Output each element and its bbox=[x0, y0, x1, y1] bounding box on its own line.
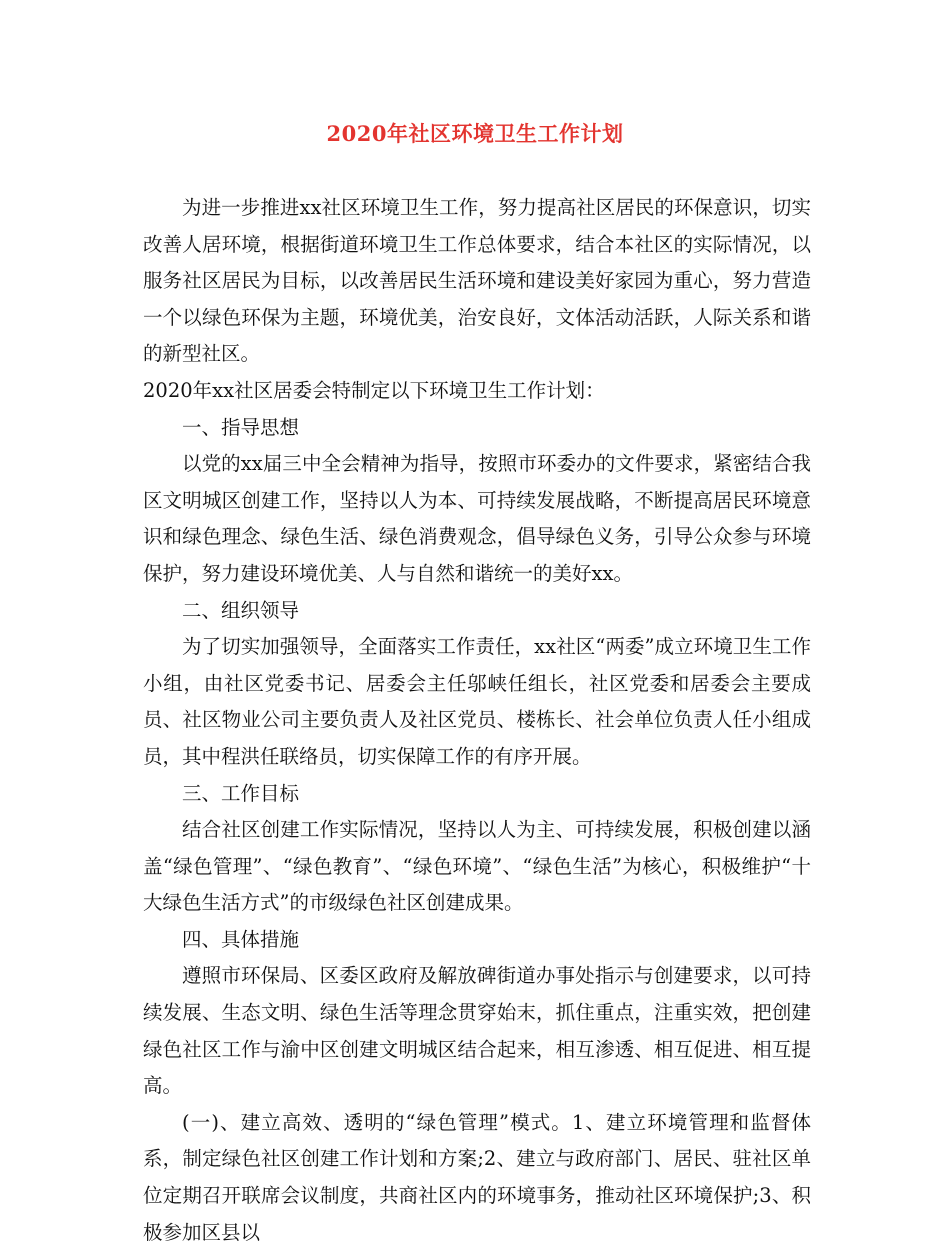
section-heading-guiding-ideology: 一、指导思想 bbox=[182, 415, 300, 439]
intro-plan-line: 2020年xx社区居委会特制定以下环境卫生工作计划： bbox=[143, 378, 605, 402]
green-management-paragraph: (一)、建立高效、透明的“绿色管理”模式。1、建立环境管理和监督体系，制定绿色社区创建工作计划和方案;2、建立与政府部门、居民、驻社区单位定期召开联席会议制度，共商社区内的环境事务，推动社区环境保护;3、积极参加区县以 bbox=[143, 1110, 811, 1244]
goals-paragraph: 结合社区创建工作实际情况，坚持以人为主、可持续发展，积极创建以涵盖“绿色管理”、“绿色教育”、“绿色环境”、“绿色生活”为核心，积极维护“十大绿色生活方式”的市级绿色社区创建成果。 bbox=[143, 818, 811, 915]
document-title: 2020年社区环境卫生工作计划 bbox=[326, 121, 624, 146]
intro-paragraph: 为进一步推进xx社区环境卫生工作，努力提高社区居民的环保意识，切实改善人居环境，根据街道环境卫生工作总体要求，结合本社区的实际情况，以服务社区居民为目标，以改善居民生活环境和建设美好家园为重心，努力营造一个以绿色环保为主题，环境优美，治安良好，文体活动活跃，人际关系和谐的新型社区。 bbox=[143, 196, 811, 366]
document-body bbox=[143, 190, 811, 1251]
section-heading-measures: 四、具体措施 bbox=[182, 927, 300, 951]
guiding-ideology-paragraph: 以党的xx届三中全会精神为指导，按照市环委办的文件要求，紧密结合我区文明城区创建工作，坚持以人为本、可持续发展战略，不断提高居民环境意识和绿色理念、绿色生活、绿色消费观念，倡导绿色义务，引导公众参与环境保护，努力建设环境优美、人与自然和谐统一的美好xx。 bbox=[143, 452, 811, 585]
organization-paragraph: 为了切实加强领导，全面落实工作责任，xx社区“两委”成立环境卫生工作小组，由社区党委书记、居委会主任邬峡任组长，社区党委和居委会主要成员、社区物业公司主要负责人及社区党员、楼栋长、社会单位负责人任小组成员，其中程洪任联络员，切实保障工作的有序开展。 bbox=[143, 635, 811, 768]
section-heading-goals: 三、工作目标 bbox=[182, 781, 300, 805]
section-heading-organization: 二、组织领导 bbox=[182, 598, 300, 622]
measures-paragraph: 遵照市环保局、区委区政府及解放碑街道办事处指示与创建要求，以可持续发展、生态文明、绿色生活等理念贯穿始末，抓住重点，注重实效，把创建绿色社区工作与渝中区创建文明城区结合起来，相互渗透、相互促进、相互提高。 bbox=[143, 964, 811, 1098]
